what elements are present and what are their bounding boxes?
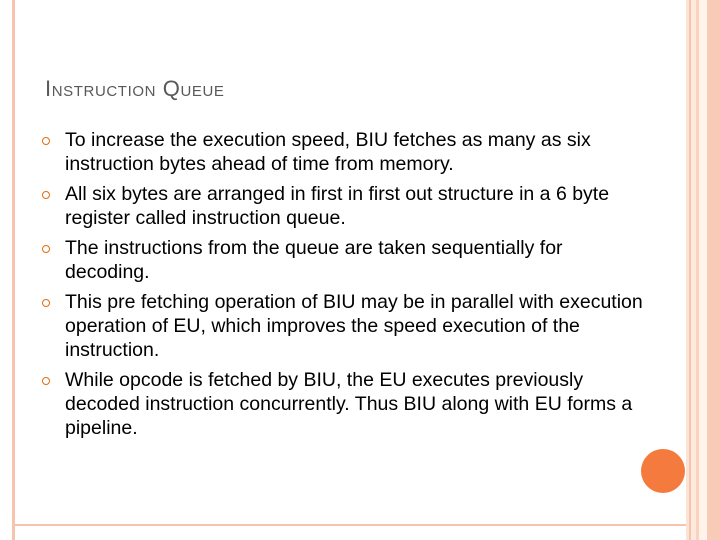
- circle-bullet-icon: [42, 299, 50, 307]
- circle-bullet-icon: [42, 191, 50, 199]
- bullet-text: The instructions from the queue are taken sequentially for decoding.: [65, 237, 563, 283]
- circle-bullet-icon: [42, 137, 50, 145]
- stripe: [699, 0, 707, 540]
- bullet-item: [42, 182, 652, 230]
- bullet-text: This pre fetching operation of BIU may be in parallel with execution operation of EU, which improves the speed execution of the instruction.: [65, 291, 643, 361]
- bullet-list: [42, 128, 652, 446]
- slide-title: Instruction Queue: [45, 76, 225, 101]
- circle-bullet-icon: [42, 245, 50, 253]
- circle-bullet-icon: [42, 377, 50, 385]
- stripe: [707, 0, 720, 540]
- bullet-text: To increase the execution speed, BIU fetches as many as six instruction bytes ahead of time from memory.: [65, 129, 591, 175]
- bullet-item: [42, 236, 652, 284]
- left-frame-line: [12, 0, 15, 540]
- bullet-text: While opcode is fetched by BIU, the EU executes previously decoded instruction concurrently. Thus BIU along with EU forms a pipeline.: [65, 369, 633, 439]
- bullet-text: All six bytes are arranged in first in first out structure in a 6 byte register called instruction queue.: [65, 183, 610, 229]
- decorative-circle: [641, 449, 685, 493]
- right-decorative-stripes: [686, 0, 720, 540]
- bullet-item: [42, 368, 652, 440]
- bullet-item: [42, 290, 652, 362]
- bullet-item: [42, 128, 652, 176]
- bottom-frame-line: [12, 524, 720, 526]
